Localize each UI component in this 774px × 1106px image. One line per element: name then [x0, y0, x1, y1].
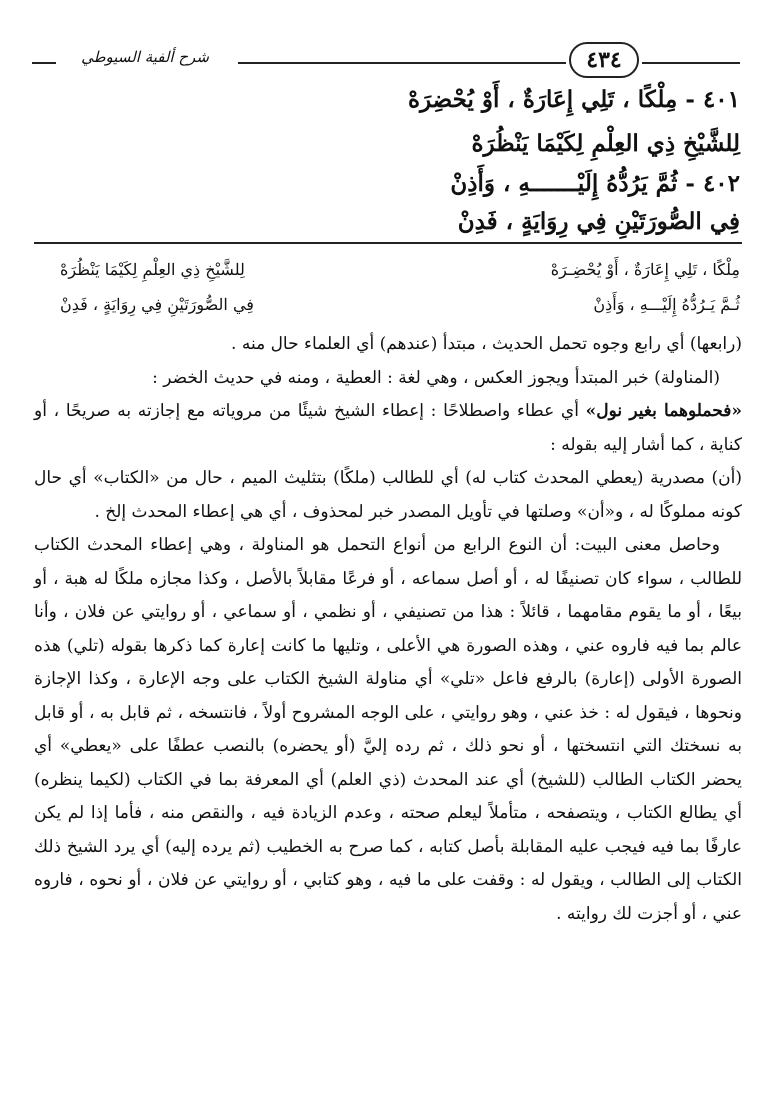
running-title: شرح ألفية السيوطي — [81, 48, 209, 66]
header-rule-right — [642, 62, 740, 64]
header-rule-left — [32, 62, 56, 64]
verse-402-second-hemistich: فِي الصُّورَتَيْنِ فِي رِوَايَةٍ ، فَدِنْ — [457, 208, 740, 235]
verse-401-second-hemistich: لِلشَّيْخِ ذِي العِلْمِ لِكَيْمَا يَنْظُرَهْ — [471, 130, 740, 157]
commentary-paragraph-2: (المناولة) خبر المبتدأ ويجوز العكس ، وهي لغة : العطية ، ومنه في حديث الخضر : — [152, 367, 720, 388]
verse-401-first-hemistich: ٤٠١ - مِلْكًا ، تَلِي إِعَارَةٌ ، أَوْ يُحْضِرَهْ — [407, 86, 740, 113]
commentary-paragraph-3 — [34, 395, 742, 462]
small-verse-row1-left: لِلشَّيْخِ ذِي العِلْمِ لِكَيْمَا يَنْظُرَهْ — [60, 260, 245, 279]
section-divider — [34, 242, 742, 244]
commentary-paragraph-1: (رابعها) أي رابع وجوه تحمل الحديث ، مبتدأ (عندهم) أي العلماء حال منه . — [231, 334, 742, 354]
header-rule-middle — [238, 62, 566, 64]
page-number: ٤٣٤ — [569, 42, 639, 78]
small-verse-row2-right: ثُـمَّ يَـرُدُّهُ إِلَيْـــهِ ، وَأَذِنْ — [593, 295, 740, 314]
hadith-quote: «فحملوهما بغير نول» — [585, 401, 742, 421]
small-verse-row2-left: فِي الصُّورَتَيْنِ فِي رِوَايَةٍ ، فَدِنْ — [60, 295, 254, 314]
commentary-body — [34, 328, 742, 1088]
verse-402-first-hemistich: ٤٠٢ - ثُمَّ يَرُدُّهُ إِلَيْـــــــهِ ، وَأَذِنْ — [450, 170, 740, 197]
small-verse-row1-right: مِلْكًا ، تَلِي إِعَارَةٌ ، أَوْ يُحْضِـرَهْ — [550, 260, 740, 279]
commentary-paragraph-5: وحاصل معنى البيت: أن النوع الرابع من أنواع التحمل هو المناولة ، وهي إعطاء المحدث الكتاب للطالب ، سواء كان تصنيفًا له ، أو أصل سماعه ، أو فرعًا مقابلاً بالأصل ، وكذا مجازه ملكًا له هبة ، أو بيعًا ، أو ما يقوم مقامهما ، قائلاً : هذا من تصنيفي ، أو نظمي ، أو سماعي ، أو روايتي عن فلان ، وأنا عالم بما فيه فاروه عني ، وهذه الصورة هي الأعلى ، وتليها ما كانت إعارة كما ذكرها بقوله (تلي) هذه الصورة الأولى (إعارة) بالرفع فاعل «تلي» أي مناولة الشيخ الكتاب على وجه الإعارة ، وكذا الإجازة ونحوها ، فيقول له : خذ عني ، وهو روايتي ، على الوجه المشروح أولاً ، فانتسخه ، ثم قابل به ، أو قابل به نسختك التي انتسختها ، أو نحو ذلك ، ثم رده إليَّ (أو يحضره) بالنصب عطفًا على «يعطي» أي يحضر الكتاب الطالب (للشيخ) أي عند المحدث (ذي العلم) أي المعرفة بما في الكتاب (لكيما ينظره) أي يطالع الكتاب ، ويتصفحه ، متأملاً ليعلم صحته ، وعدم الزيادة فيه ، والنقص منه ، فأما إذا لم يكن عارفًا بما فيه فيجب عليه المقابلة بأصل كتابه ، كما صرح به الخطيب (ثم يرده إليه) أي يرد الشيخ ذلك الكتاب إلى الطالب ، ويقول له : وقفت على ما فيه ، وهو كتابي ، أو روايتي عن فلان ، أو نحوه ، فاروه عني ، أو أجزت لك روايته . — [34, 535, 743, 924]
commentary-paragraph-3-text: أي عطاء واصطلاحًا : إعطاء الشيخ شيئًا من مروياته مع إجازته به صريحًا ، أو كناية ، كما أشار إليه بقوله : — [34, 401, 742, 455]
commentary-paragraph-4: (أن) مصدرية (يعطي المحدث كتاب له) أي للطالب (ملكًا) بتثليث الميم ، حال من «الكتاب» أي حال كونه مملوكًا له ، و«أن» وصلتها في تأويل المصدر خبر لمحذوف ، أي هي إعطاء المحدث إلخ . — [34, 468, 742, 522]
